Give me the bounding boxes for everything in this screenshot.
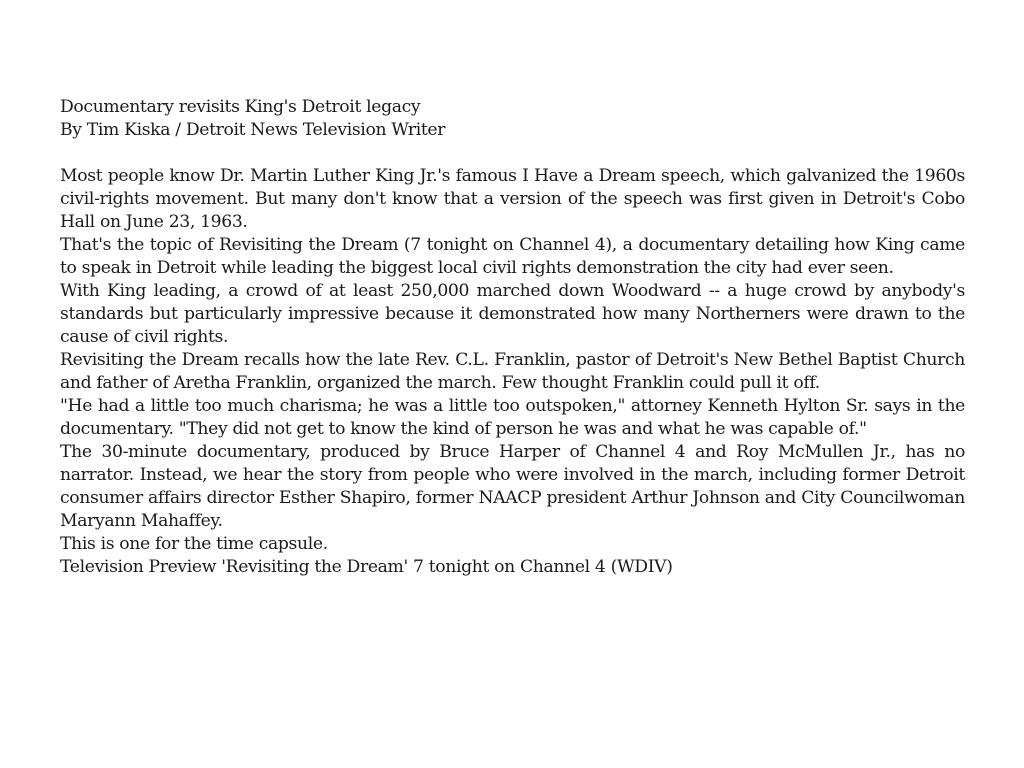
paragraph: Revisiting the Dream recalls how the late Rev. C.L. Franklin, pastor of Detroit's New Bethel Baptist Church and father of Aretha Franklin, organized the march. Few thought Franklin could pull it off.: [60, 350, 965, 393]
paragraph: That's the topic of Revisiting the Dream (7 tonight on Channel 4), a documentary detailing how King came to speak in Detroit while leading the biggest local civil rights demonstration the city had ever seen.: [60, 235, 965, 278]
tv-listing-note: Television Preview 'Revisiting the Dream' 7 tonight on Channel 4 (WDIV): [60, 557, 673, 577]
paragraph: With King leading, a crowd of at least 250,000 marched down Woodward -- a huge crowd by anybody's standards but particularly impressive because it demonstrated how many Northerners were drawn to the cause of civil rights.: [60, 281, 965, 347]
paragraph: Most people know Dr. Martin Luther King Jr.'s famous I Have a Dream speech, which galvanized the 1960s civil-rights movement. But many don't know that a version of the speech was first given in Detroit's Cobo Hall on June 23, 1963.: [60, 166, 965, 232]
article-document: [60, 96, 965, 579]
paragraph: "He had a little too much charisma; he was a little too outspoken," attorney Kenneth Hylton Sr. says in the documentary. "They did not get to know the kind of person he was and what he was capable of.": [60, 396, 965, 439]
spacer: [60, 142, 965, 165]
closing-line: This is one for the time capsule.: [60, 534, 328, 554]
byline: By Tim Kiska / Detroit News Television Writer: [60, 120, 446, 140]
paragraph: The 30-minute documentary, produced by Bruce Harper of Channel 4 and Roy McMullen Jr., has no narrator. Instead, we hear the story from people who were involved in the march, including former Detroit consumer affairs director Esther Shapiro, former NAACP president Arthur Johnson and City Councilwoman Maryann Mahaffey.: [60, 442, 965, 531]
headline: Documentary revisits King's Detroit legacy: [60, 97, 421, 117]
